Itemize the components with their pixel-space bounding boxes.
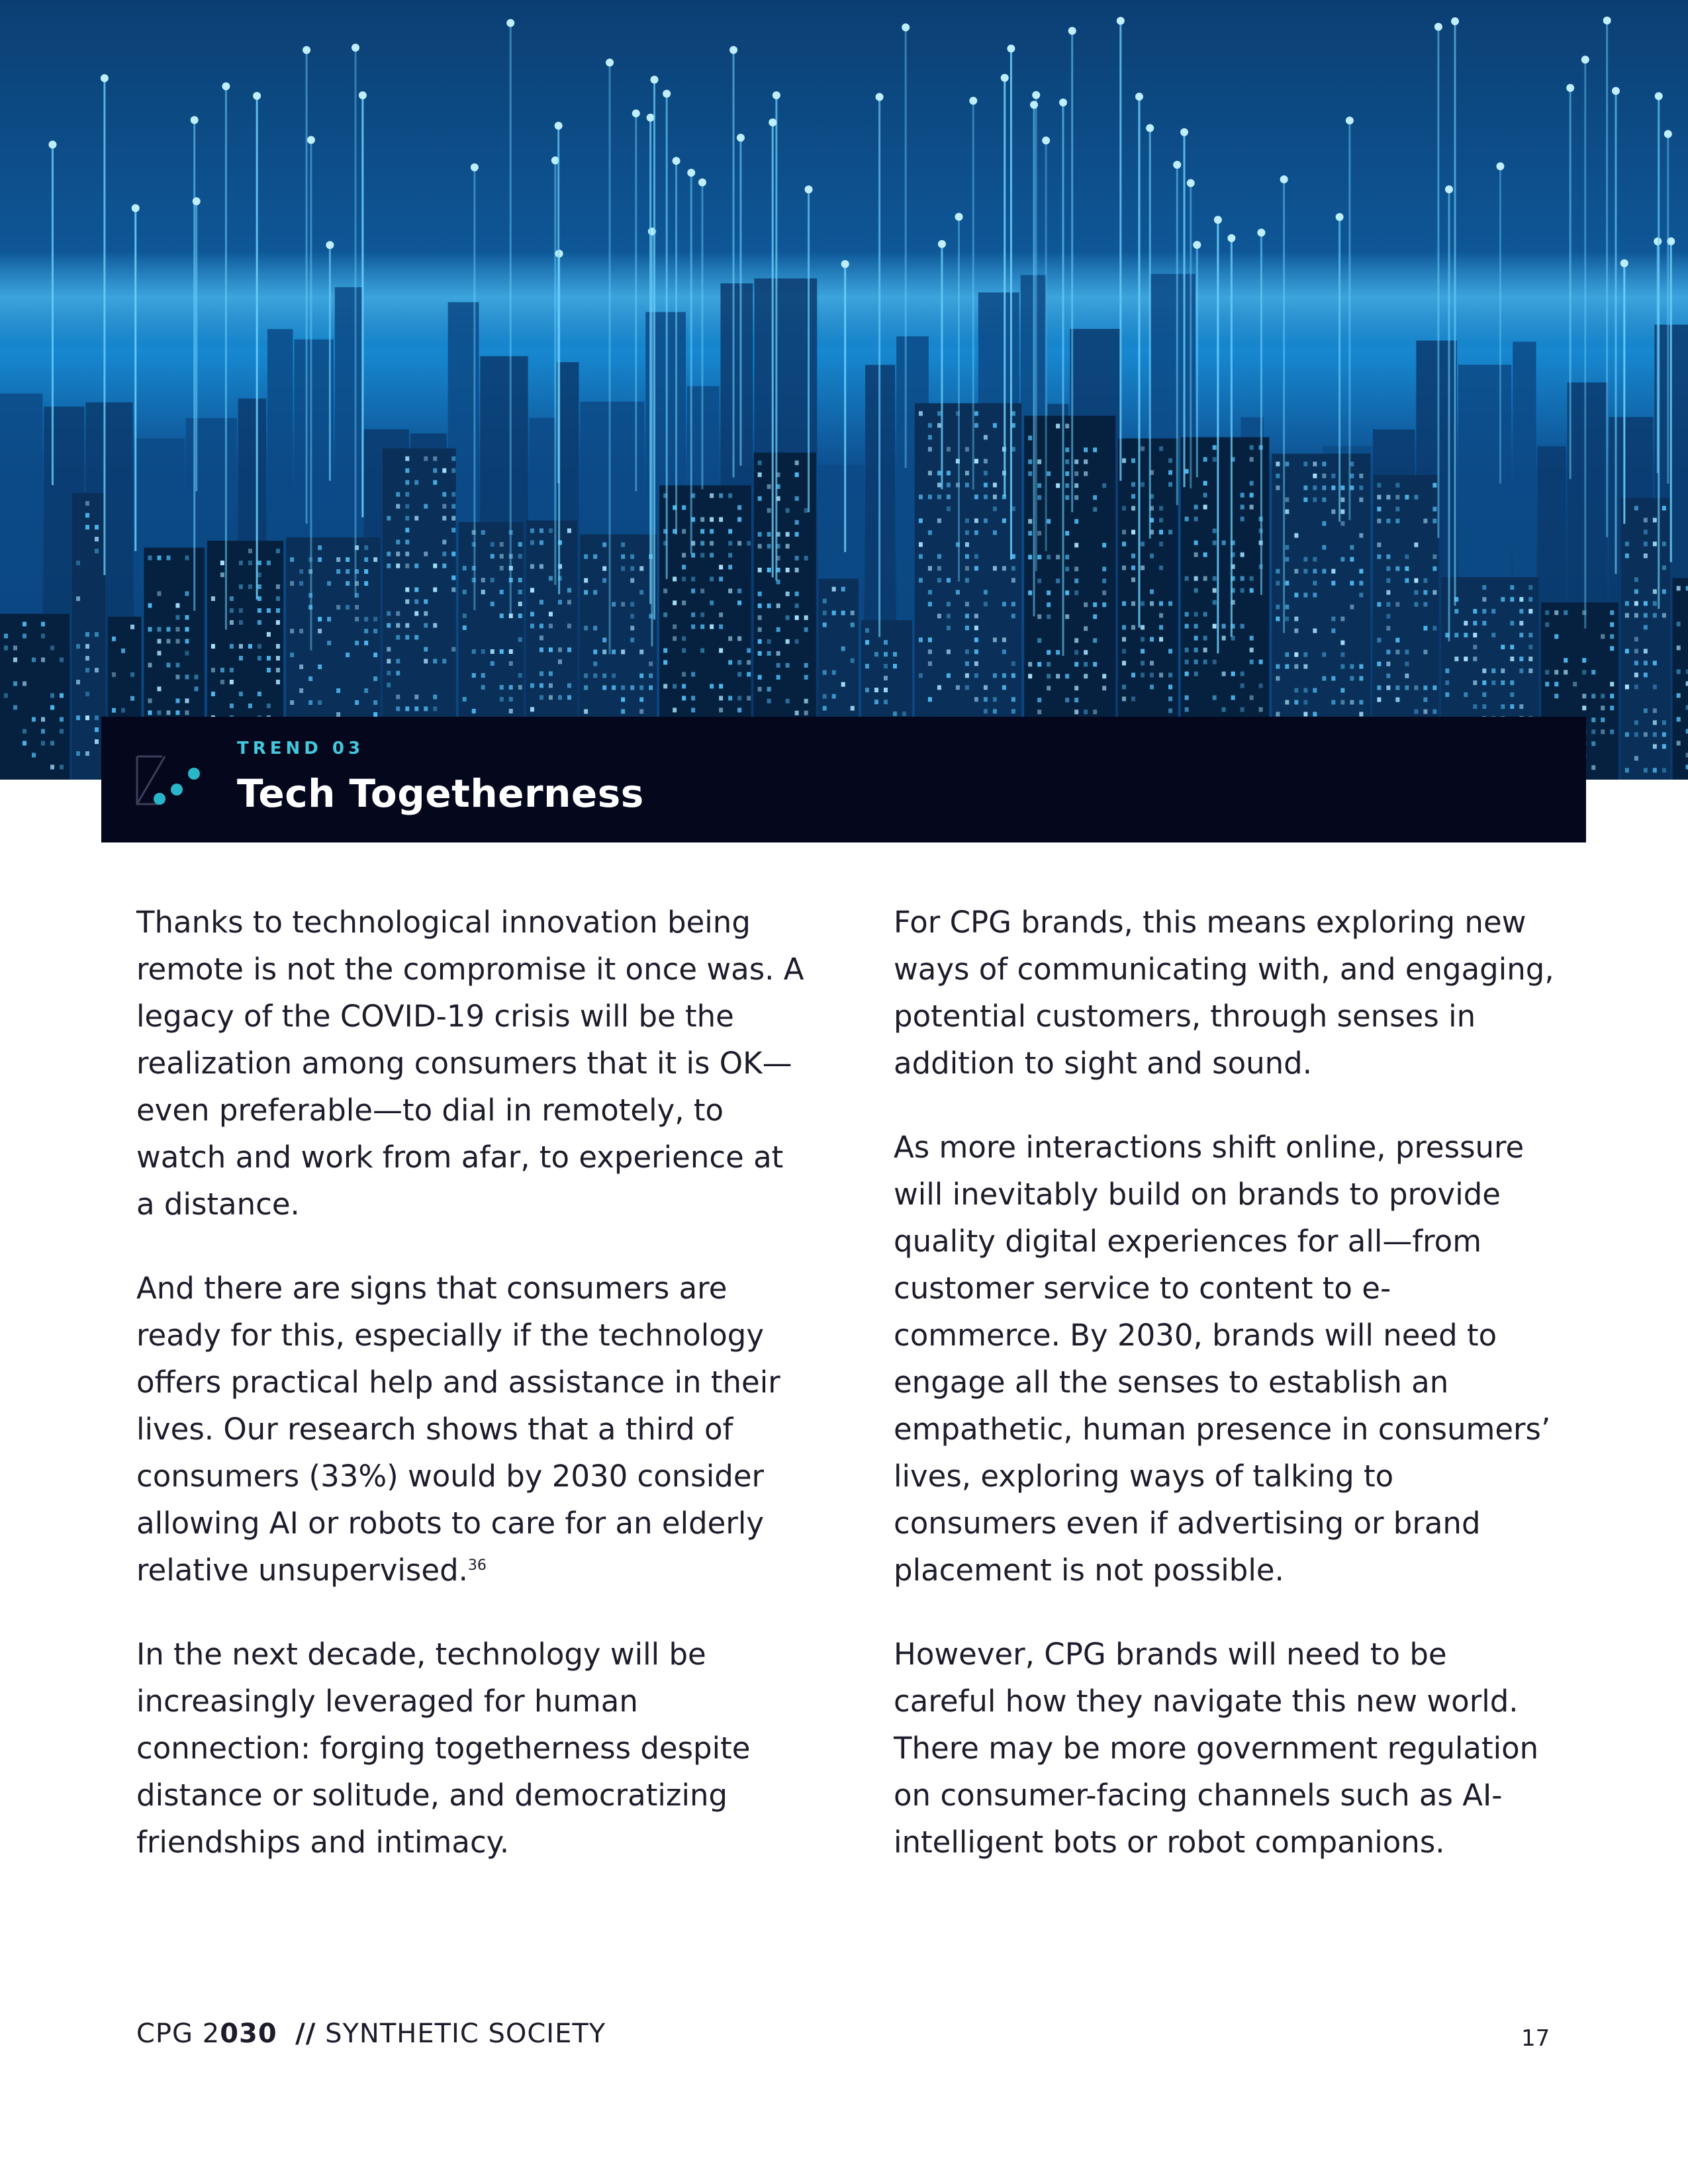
- trend-title: Tech Togetherness: [237, 771, 644, 816]
- footer-publication: CPG 2030 // SYNTHETIC SOCIETY: [136, 2019, 606, 2049]
- trend-graph-icon: [136, 741, 209, 813]
- footer-separator: //: [295, 2019, 316, 2049]
- footer-section: SYNTHETIC SOCIETY: [325, 2019, 606, 2049]
- trend-banner: [101, 717, 1586, 842]
- paragraph: As more interactions shift online, pressure will inevitably build on brands to provide quality digital experiences for all—from customer service to content to e-commerce. By 2030, brands will need to engage all the senses to establish an empathetic, human presence in consumers’ lives, exploring ways of talking to consumers even if advertising or brand placement is not possible.: [894, 1130, 1551, 1588]
- city-skyline-image: [0, 0, 1688, 780]
- page-number: 17: [1521, 2025, 1550, 2052]
- paragraph: And there are signs that consumers are ready for this, especially if the technology offers practical help and assistance in their lives. Our research shows that a third of consumers (33%) would by 2030 consider allowing AI or robots to care for an elderly relative unsupervised.$^{36}$: [136, 1271, 780, 1588]
- paragraph: However, CPG brands will need to be careful how they navigate this new world. There may be more government regulation on consumer-facing channels such as AI-intelligent bots or robot companions.: [894, 1637, 1539, 1860]
- trend-kicker: TREND 03: [237, 739, 365, 758]
- right-column: [894, 899, 1556, 1903]
- paragraph: Thanks to technological innovation being remote is not the compromise it once was. A legacy of the COVID-19 crisis will be the realization among consumers that it is OK—even preferable—to dial in remotely, to watch and work from afar, to experience at a distance.: [136, 905, 804, 1222]
- paragraph: For CPG brands, this means exploring new ways of communicating with, and engaging, potential customers, through senses in addition to sight and sound.: [894, 905, 1554, 1081]
- paragraph: In the next decade, technology will be increasingly leveraged for human connection: forging togetherness despite distance or solitude, and democratizing friendships and intimacy.: [136, 1637, 751, 1860]
- left-column: [136, 899, 805, 1903]
- footnote-marker: 36: [467, 1557, 487, 1574]
